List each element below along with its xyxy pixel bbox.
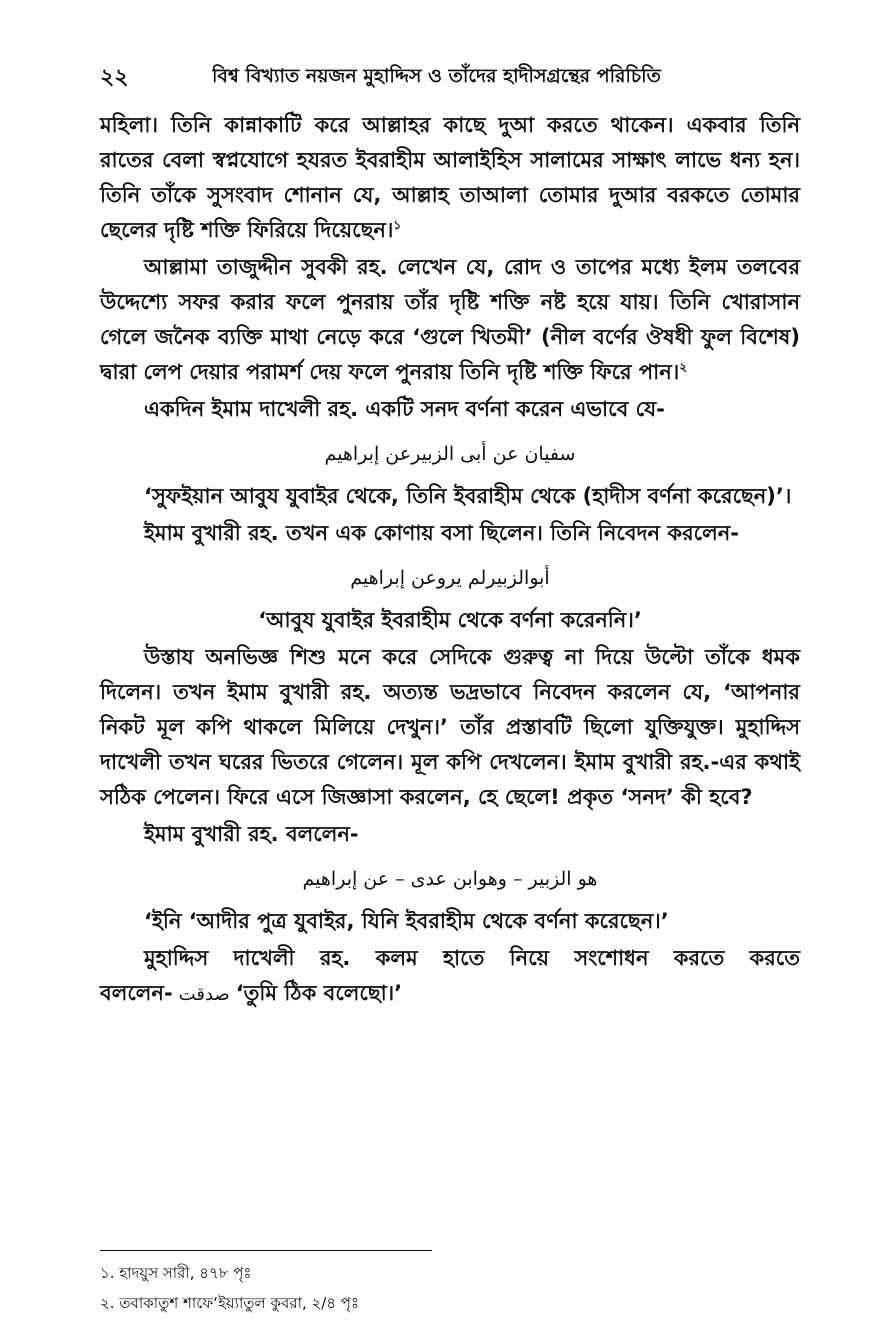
paragraph-7: উস্তায অনভিজ্ঞ শিশু মনে করে সেদিকে গুরুত্ব না দিয়ে উল্টো তাঁকে ধমক দিলেন। তখন ইমাম বুখারী রহ. অত্যন্ত ভদ্রভাবে নিবেদন করলেন যে, ‘আপনার নিকট মূল কপি থাকলে মিলিয়ে দেখুন।’ তাঁর প্রস্তাবটি ছিলো যুক্তিযুক্ত। মুহাদ্দিস দাখেলী তখন ঘরের ভিতরে গেলেন। মূল কপি দেখলেন। ইমাম বুখারী রহ.-এর কথাই সঠিক পেলেন। ফিরে এসে জিজ্ঞাসা করলেন, হে ছেলে! প্রকৃত ‘সনদ’ কী হবে? bbox=[100, 645, 800, 809]
paragraph-10-end: ‘তুমি ঠিক বলেছো।’ bbox=[235, 981, 403, 1005]
running-title: বিশ্ব বিখ্যাত নয়জন মুহাদ্দিস ও তাঁদের হাদীসগ্রন্থের পরিচিতি bbox=[212, 65, 661, 87]
footnotes bbox=[100, 1258, 800, 1318]
paragraph-9: ‘ইনি ‘আদীর পুত্র যুবাইর, যিনি ইবরাহীম থেকে বর্ণনা করেছেন।’ bbox=[144, 909, 669, 933]
paragraph-4: ‘সুফইয়ান আবুয যুবাইর থেকে, তিনি ইবরাহীম থেকে (হাদীস বর্ণনা করেছেন)’। bbox=[144, 484, 792, 508]
footnote-2: ২. তবাকাতুশ শাফে‘ইয়্যাতুল কুবরা, ২/৪ পৃঃ bbox=[100, 1294, 359, 1312]
paragraph-10-text: মুহাদ্দিস দাখেলী রহ. কলম হাতে নিয়ে সংশোধন করতে করতে বললেন- bbox=[100, 946, 800, 1005]
paragraph-5: ইমাম বুখারী রহ. তখন এক কোণায় বসা ছিলেন। তিনি নিবেদন করলেন- bbox=[144, 521, 739, 545]
arabic-word: صدقت bbox=[178, 984, 230, 1005]
paragraph-1 bbox=[100, 108, 800, 248]
page-body bbox=[100, 108, 800, 1014]
paragraph-8: ইমাম বুখারী রহ. বললেন- bbox=[144, 822, 359, 846]
footnote-1: ১. হাদয়ুস সারী, ৪৭৮ পৃঃ bbox=[100, 1264, 252, 1282]
page-header bbox=[100, 60, 800, 94]
paragraph-2-text: আল্লামা তাজুদ্দীন সুবকী রহ. লেখেন যে, রোদ ও তাপের মধ্যে ইলম তলবের উদ্দেশ্যে সফর করার ফলে পুনরায় তাঁর দৃষ্টি শক্তি নষ্ট হয়ে যায়। তিনি খোরাসান গেলে জনৈক ব্যক্তি মাথা নেড়ে করে ‘গুলে খিতমী’ (নীল বর্ণের ঔষধী ফুল বিশেষ) দ্বারা লেপ দেয়ার পরামর্শ দেয় ফলে পুনরায় তিনি দৃষ্টি শক্তি ফিরে পান। bbox=[100, 255, 800, 384]
arabic-chain-3: هو الزبير – وهوابن عدى – عن إبراهيم bbox=[302, 868, 598, 890]
paragraph-2 bbox=[100, 250, 800, 390]
paragraph-6: ‘আবুয যুবাইর ইবরাহীম থেকে বর্ণনা করেননি।’ bbox=[258, 608, 642, 632]
paragraph-1-text: মহিলা। তিনি কান্নাকাটি করে আল্লাহর কাছে দুআ করতে থাকেন। একবার তিনি রাতের বেলা স্বপ্নযোগে হযরত ইবরাহীম আলাইহিস সালামের সাক্ষাৎ লাভে ধন্য হন। তিনি তাঁকে সুসংবাদ শোনান যে, আল্লাহ তাআলা তোমার দুআর বরকতে তোমার ছেলের দৃষ্টি শক্তি ফিরিয়ে দিয়েছেন। bbox=[100, 113, 800, 242]
footnote-ref-2: ২ bbox=[679, 360, 688, 374]
arabic-chain-1: سفيان عن أبى الزبيرعن إبراهيم bbox=[324, 443, 576, 465]
paragraph-10 bbox=[100, 941, 800, 1012]
footnote-ref-1: ১ bbox=[393, 218, 402, 232]
footnote-divider bbox=[100, 1250, 432, 1251]
page-number: ২২ bbox=[100, 65, 129, 90]
arabic-chain-2: أبوالزبيرلم يروعن إبراهيم bbox=[350, 567, 550, 589]
paragraph-3: একদিন ইমাম দাখেলী রহ. একটি সনদ বর্ণনা করেন এভাবে যে- bbox=[144, 397, 665, 421]
